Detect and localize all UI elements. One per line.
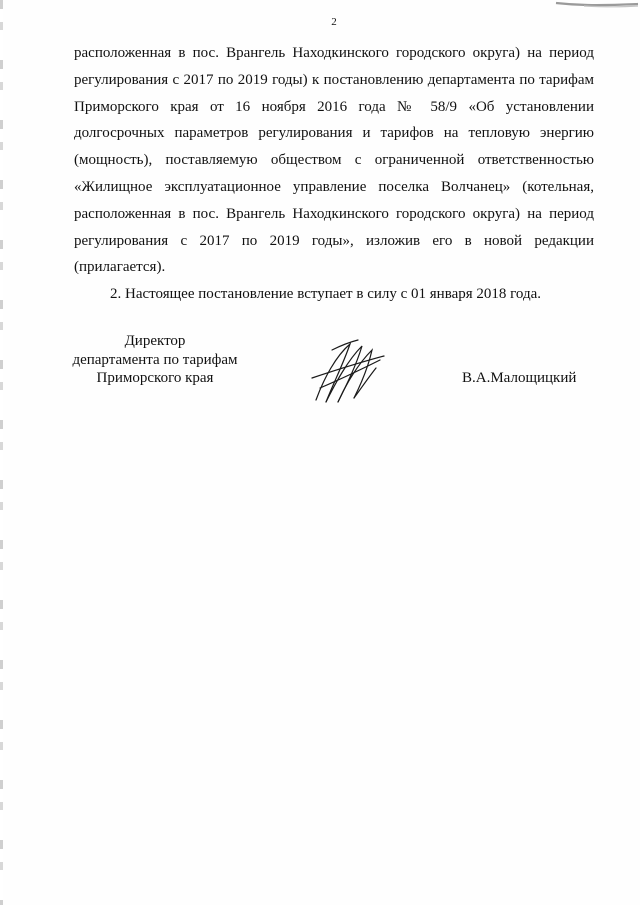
signer-position [50, 332, 260, 388]
paragraph-effective-date: 2. Настоящее постановление вступает в силу с 01 января 2018 года. [110, 286, 542, 303]
scan-edge-artifact [0, 0, 3, 905]
signer-name: В.А.Малощицкий [462, 370, 577, 386]
position-line: департамента по тарифам [72, 351, 238, 368]
scan-corner-artifact [554, 0, 640, 8]
position-line: Директор [124, 333, 186, 349]
position-line: Приморского края [96, 370, 214, 386]
handwritten-signature [310, 338, 386, 406]
page-number: 2 [331, 16, 337, 28]
paragraph-continuation: расположенная в пос. Врангель Находкинского городского округа) на период регулирования с 2017 по 2019 годы) к постановлению департамента по тарифам Приморского края от 16 ноября 2016 года № 58/9 «Об установлении долгосрочных параметров регулирования и тарифов на тепловую энергию (мощность), поставляемую обществом с ограниченной ответственностью «Жилищное эксплуатационное управление поселка Волчанец» (котельная, расположенная в пос. Врангель Находкинского городского округа) на период регулирования с 2017 по 2019 годы», изложив его в новой редакции (прилагается). [74, 45, 594, 276]
signature-block [0, 332, 640, 412]
document-body [74, 40, 594, 308]
